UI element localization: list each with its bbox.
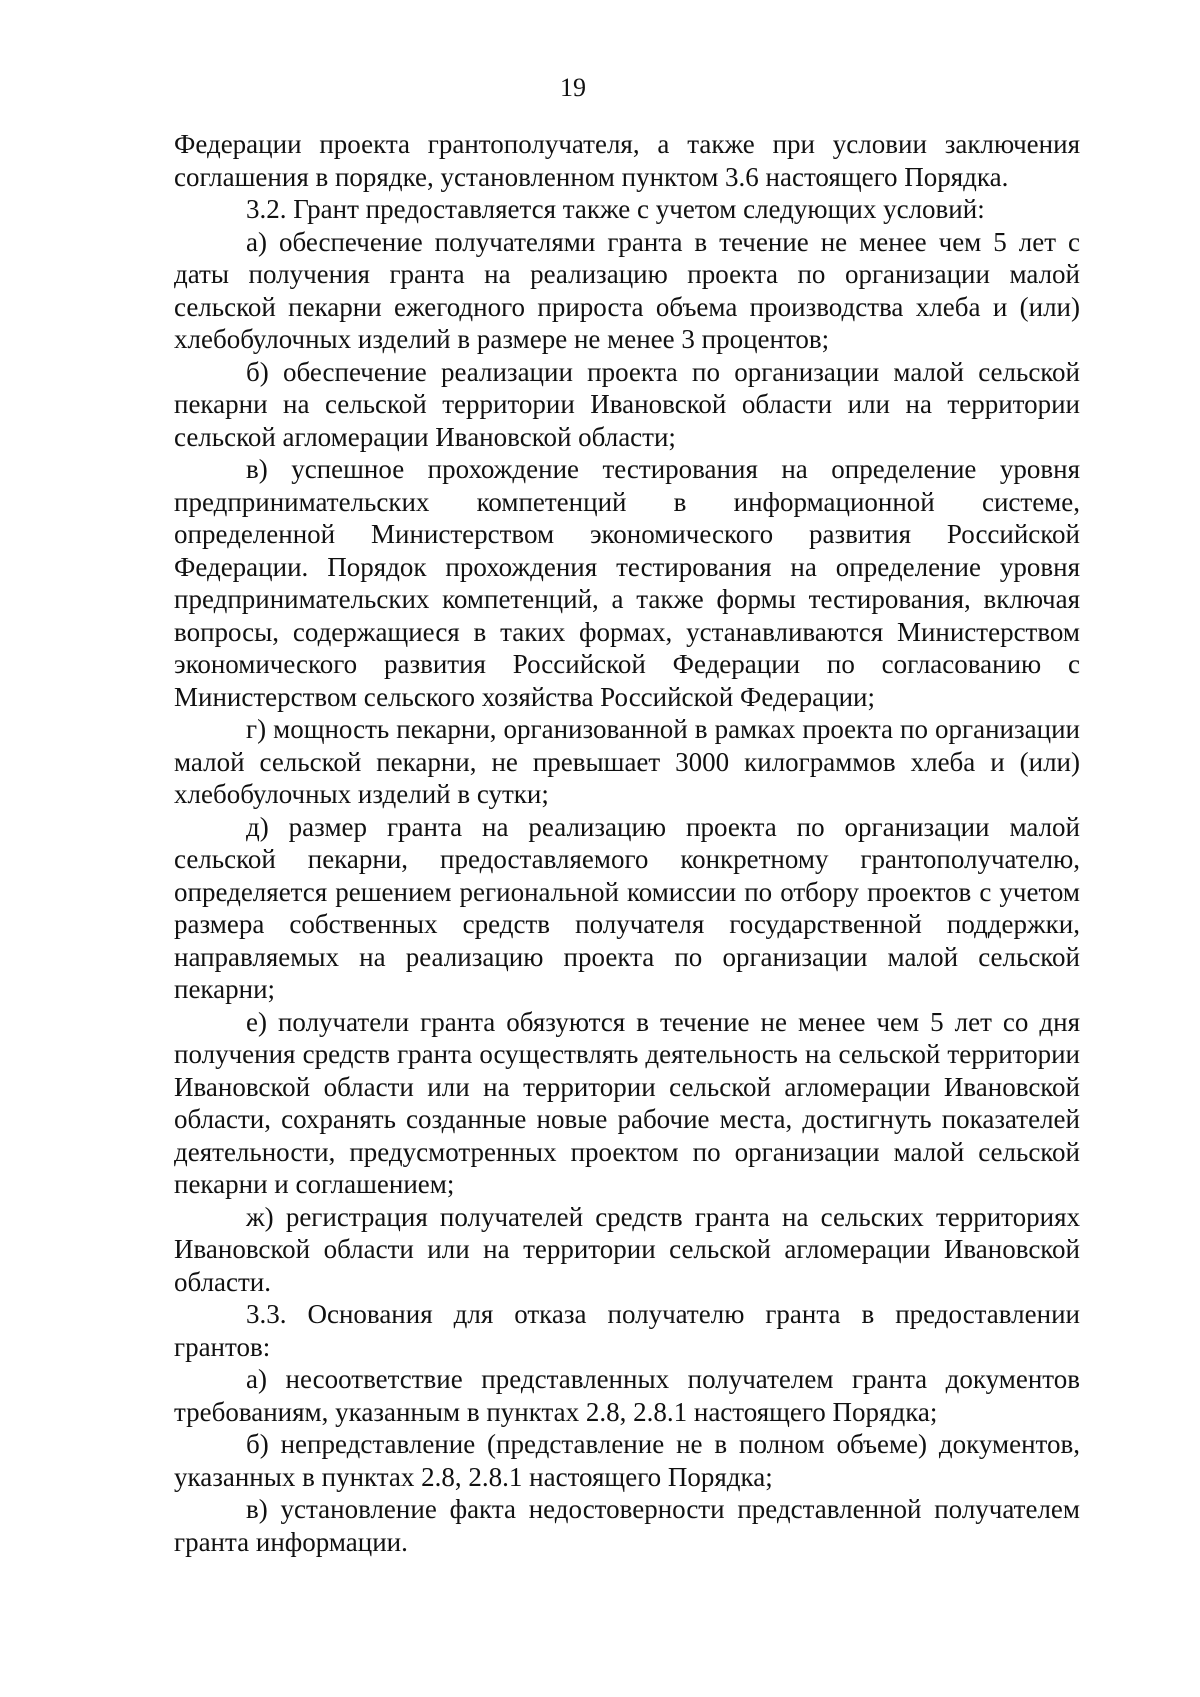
paragraph: б) обеспечение реализации проекта по организации малой сельской пекарни на сельской территории Ивановской области или на территории сельской агломерации Ивановской области; bbox=[174, 356, 1080, 452]
paragraph: д) размер гранта на реализацию проекта по организации малой сельской пекарни, предоставляемого конкретному грантополучателю, определяется решением региональной комиссии по отбору проектов с учетом размера собственных средств получателя государственной поддержки, направляемых на реализацию проекта по организации малой сельской пекарни; bbox=[174, 811, 1080, 1004]
paragraph: Федерации проекта грантополучателя, а также при условии заключения соглашения в порядке, установленном пунктом 3.6 настоящего Порядка. bbox=[174, 129, 1080, 192]
paragraph: е) получатели гранта обязуются в течение не менее чем 5 лет со дня получения средств гранта осуществлять деятельность на сельской территории Ивановской области или на территории сельской агломерации Ивановской области, сохранять созданные новые рабочие места, достигнуть показателей деятельности, предусмотренных проектом по организации малой сельской пекарни и соглашением; bbox=[174, 1006, 1080, 1199]
document-body bbox=[174, 128, 1080, 1558]
paragraph: ж) регистрация получателей средств гранта на сельских территориях Ивановской области или на территории сельской агломерации Ивановской области. bbox=[174, 1201, 1080, 1297]
paragraph: 3.3. Основания для отказа получателю гранта в предоставлении грантов: bbox=[174, 1299, 1080, 1362]
paragraph: а) обеспечение получателями гранта в течение не менее чем 5 лет с даты получения гранта на реализацию проекта по организации малой сельской пекарни ежегодного прироста объема производства хлеба и (или) хлебобулочных изделий в размере не менее 3 процентов; bbox=[174, 226, 1080, 354]
paragraph: г) мощность пекарни, организованной в рамках проекта по организации малой сельской пекарни, не превышает 3000 килограммов хлеба и (или) хлебобулочных изделий в сутки; bbox=[174, 714, 1080, 809]
paragraph: б) непредставление (представление не в полном объеме) документов, указанных в пунктах 2.8, 2.8.1 настоящего Порядка; bbox=[174, 1429, 1080, 1492]
paragraph: в) установление факта недостоверности представленной получателем гранта информации. bbox=[174, 1494, 1080, 1557]
page-number: 19 bbox=[560, 73, 586, 102]
paragraph: в) успешное прохождение тестирования на определение уровня предпринимательских компетенций в информационной системе, определенной Министерством экономического развития Российской Федерации. Порядок прохождения тестирования на определение уровня предпринимательских компетенций, а также формы тестирования, включая вопросы, содержащиеся в таких формах, устанавливаются Министерством экономического развития Российской Федерации по согласованию с Министерством сельского хозяйства Российской Федерации; bbox=[174, 454, 1080, 712]
paragraph: 3.2. Грант предоставляется также с учетом следующих условий: bbox=[246, 194, 985, 224]
paragraph: а) несоответствие представленных получателем гранта документов требованиям, указанным в пунктах 2.8, 2.8.1 настоящего Порядка; bbox=[174, 1364, 1080, 1427]
